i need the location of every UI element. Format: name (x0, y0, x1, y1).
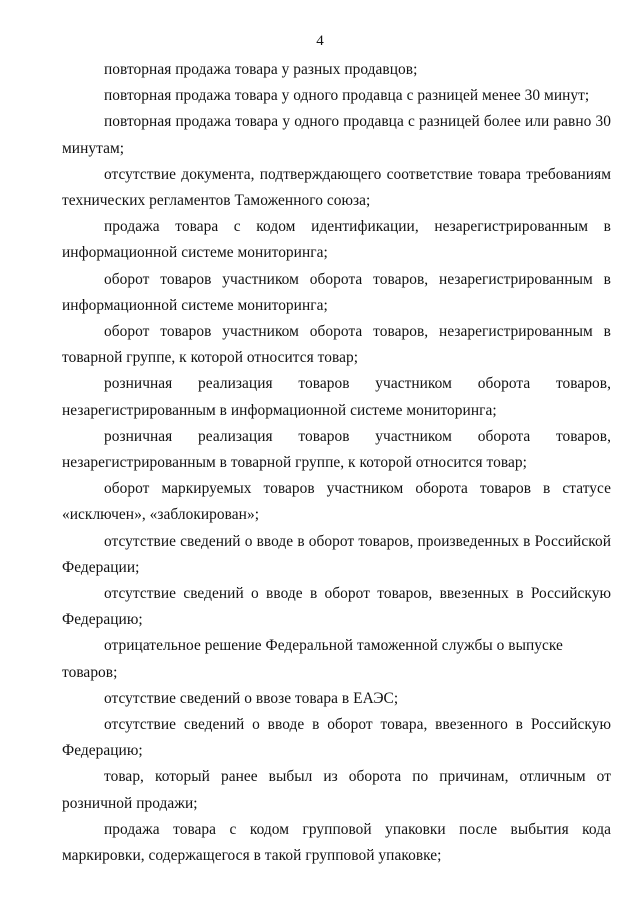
list-item: отсутствие сведений о ввозе товара в ЕАЭС; (104, 689, 399, 707)
list-item: отсутствие сведений о вводе в оборот товаров, произведенных в Российской Федерации; (62, 532, 611, 576)
list-item: продажа товара с кодом идентификации, незарегистрированным в информационной системе мониторинга; (62, 218, 611, 262)
list-item: розничная реализация товаров участником оборота товаров, незарегистрированным в товарной группе, к которой относится товар; (62, 427, 611, 472)
list-item: оборот товаров участником оборота товаров, незарегистрированным в информационной системе мониторинга; (62, 270, 611, 314)
list-item: отсутствие сведений о вводе в оборот товаров, ввезенных в Российскую Федерацию; (62, 585, 611, 629)
list-item: повторная продажа товара у одного продавца с разницей более или равно 30 минутам; (62, 113, 611, 157)
document-body (62, 57, 611, 869)
list-item: оборот маркируемых товаров участником оборота товаров в статусе «исключен», «заблокирован»; (62, 480, 611, 524)
list-item: отсутствие сведений о вводе в оборот товара, ввезенного в Российскую Федерацию; (62, 716, 611, 760)
list-item: повторная продажа товара у разных продавцов; (104, 61, 418, 78)
list-item: продажа товара с кодом групповой упаковки после выбытия кода маркировки, содержащегося в такой групповой упаковке; (62, 820, 611, 865)
list-item: товар, который ранее выбыл из оборота по причинам, отличным от розничной продажи; (62, 768, 611, 812)
page-number: 4 (316, 33, 324, 49)
list-item: оборот товаров участником оборота товаров, незарегистрированным в товарной группе, к которой относится товар; (62, 323, 611, 367)
list-item: розничная реализация товаров участником оборота товаров, незарегистрированным в информационной системе мониторинга; (62, 375, 611, 419)
list-item: отсутствие документа, подтверждающего соответствие товара требованиям технических регламентов Таможенного союза; (62, 165, 611, 210)
list-item: отрицательное решение Федеральной таможенной службы о выпуске товаров; (62, 637, 563, 681)
list-item: повторная продажа товара у одного продавца с разницей менее 30 минут; (104, 87, 590, 105)
